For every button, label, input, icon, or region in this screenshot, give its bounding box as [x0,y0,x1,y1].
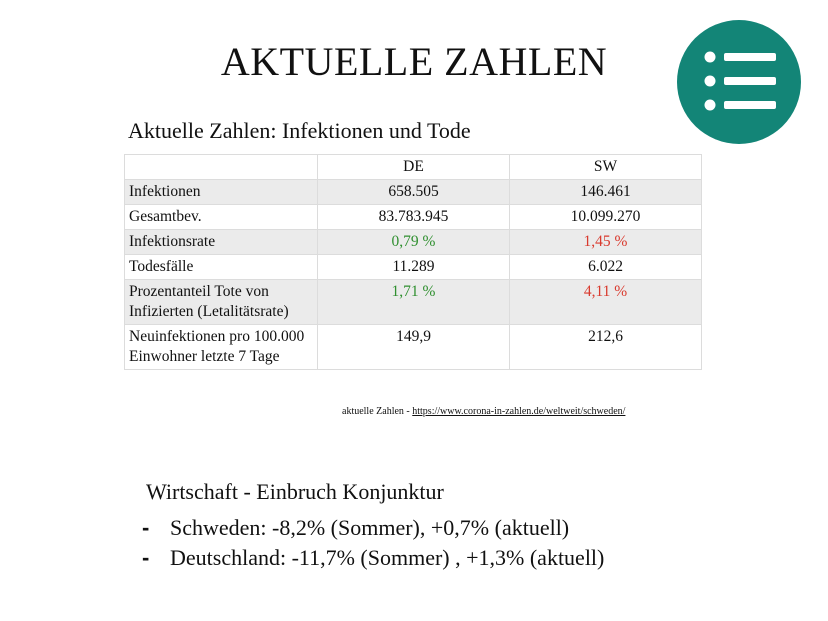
bullet-marker: - [142,515,150,540]
table-row [125,180,702,205]
header-sw: SW [510,155,702,180]
source-note [342,406,625,417]
source-link[interactable]: https://www.corona-in-zahlen.de/weltweit/schweden/ [412,406,626,417]
cell-de: 658.505 [318,180,510,205]
bullet-marker: - [142,545,150,570]
header-de: DE [318,155,510,180]
cell-de: 1,71 % [318,280,510,325]
slide-title: AKTUELLE ZAHLEN [220,39,608,84]
table-row [125,325,702,370]
cell-de: 11.289 [318,255,510,280]
source-prefix: aktuelle Zahlen - [342,406,413,417]
list-icon-glyph [677,20,801,144]
cell-sw: 146.461 [510,180,702,205]
bullet-text: Schweden: -8,2% (Sommer), +0,7% (aktuell) [170,515,570,540]
bullet-item [142,545,604,571]
row-label: Prozentanteil Tote von Infizierten (Letalitätsrate) [125,280,318,325]
cell-sw: 6.022 [510,255,702,280]
table-subtitle: Aktuelle Zahlen: Infektionen und Tode [128,118,471,143]
cell-sw: 1,45 % [510,230,702,255]
cell-de: 149,9 [318,325,510,370]
bullet-item [142,515,569,541]
row-label: Todesfälle [125,255,318,280]
row-label: Infektionen [125,180,318,205]
cell-de: 0,79 % [318,230,510,255]
row-label: Infektionsrate [125,230,318,255]
economy-heading: Wirtschaft - Einbruch Konjunktur [146,479,444,504]
row-label: Gesamtbev. [125,205,318,230]
stats-table [124,154,702,370]
table-row [125,255,702,280]
table-row [125,230,702,255]
cell-de: 83.783.945 [318,205,510,230]
row-label: Neuinfektionen pro 100.000 Einwohner letzte 7 Tage [125,325,318,370]
cell-sw: 10.099.270 [510,205,702,230]
list-icon[interactable] [677,20,801,144]
header-empty-cell [125,155,318,180]
table-row [125,280,702,325]
bullet-text: Deutschland: -11,7% (Sommer) , +1,3% (aktuell) [170,545,605,570]
cell-sw: 4,11 % [510,280,702,325]
table-header-row [125,155,702,180]
table-row [125,205,702,230]
cell-sw: 212,6 [510,325,702,370]
